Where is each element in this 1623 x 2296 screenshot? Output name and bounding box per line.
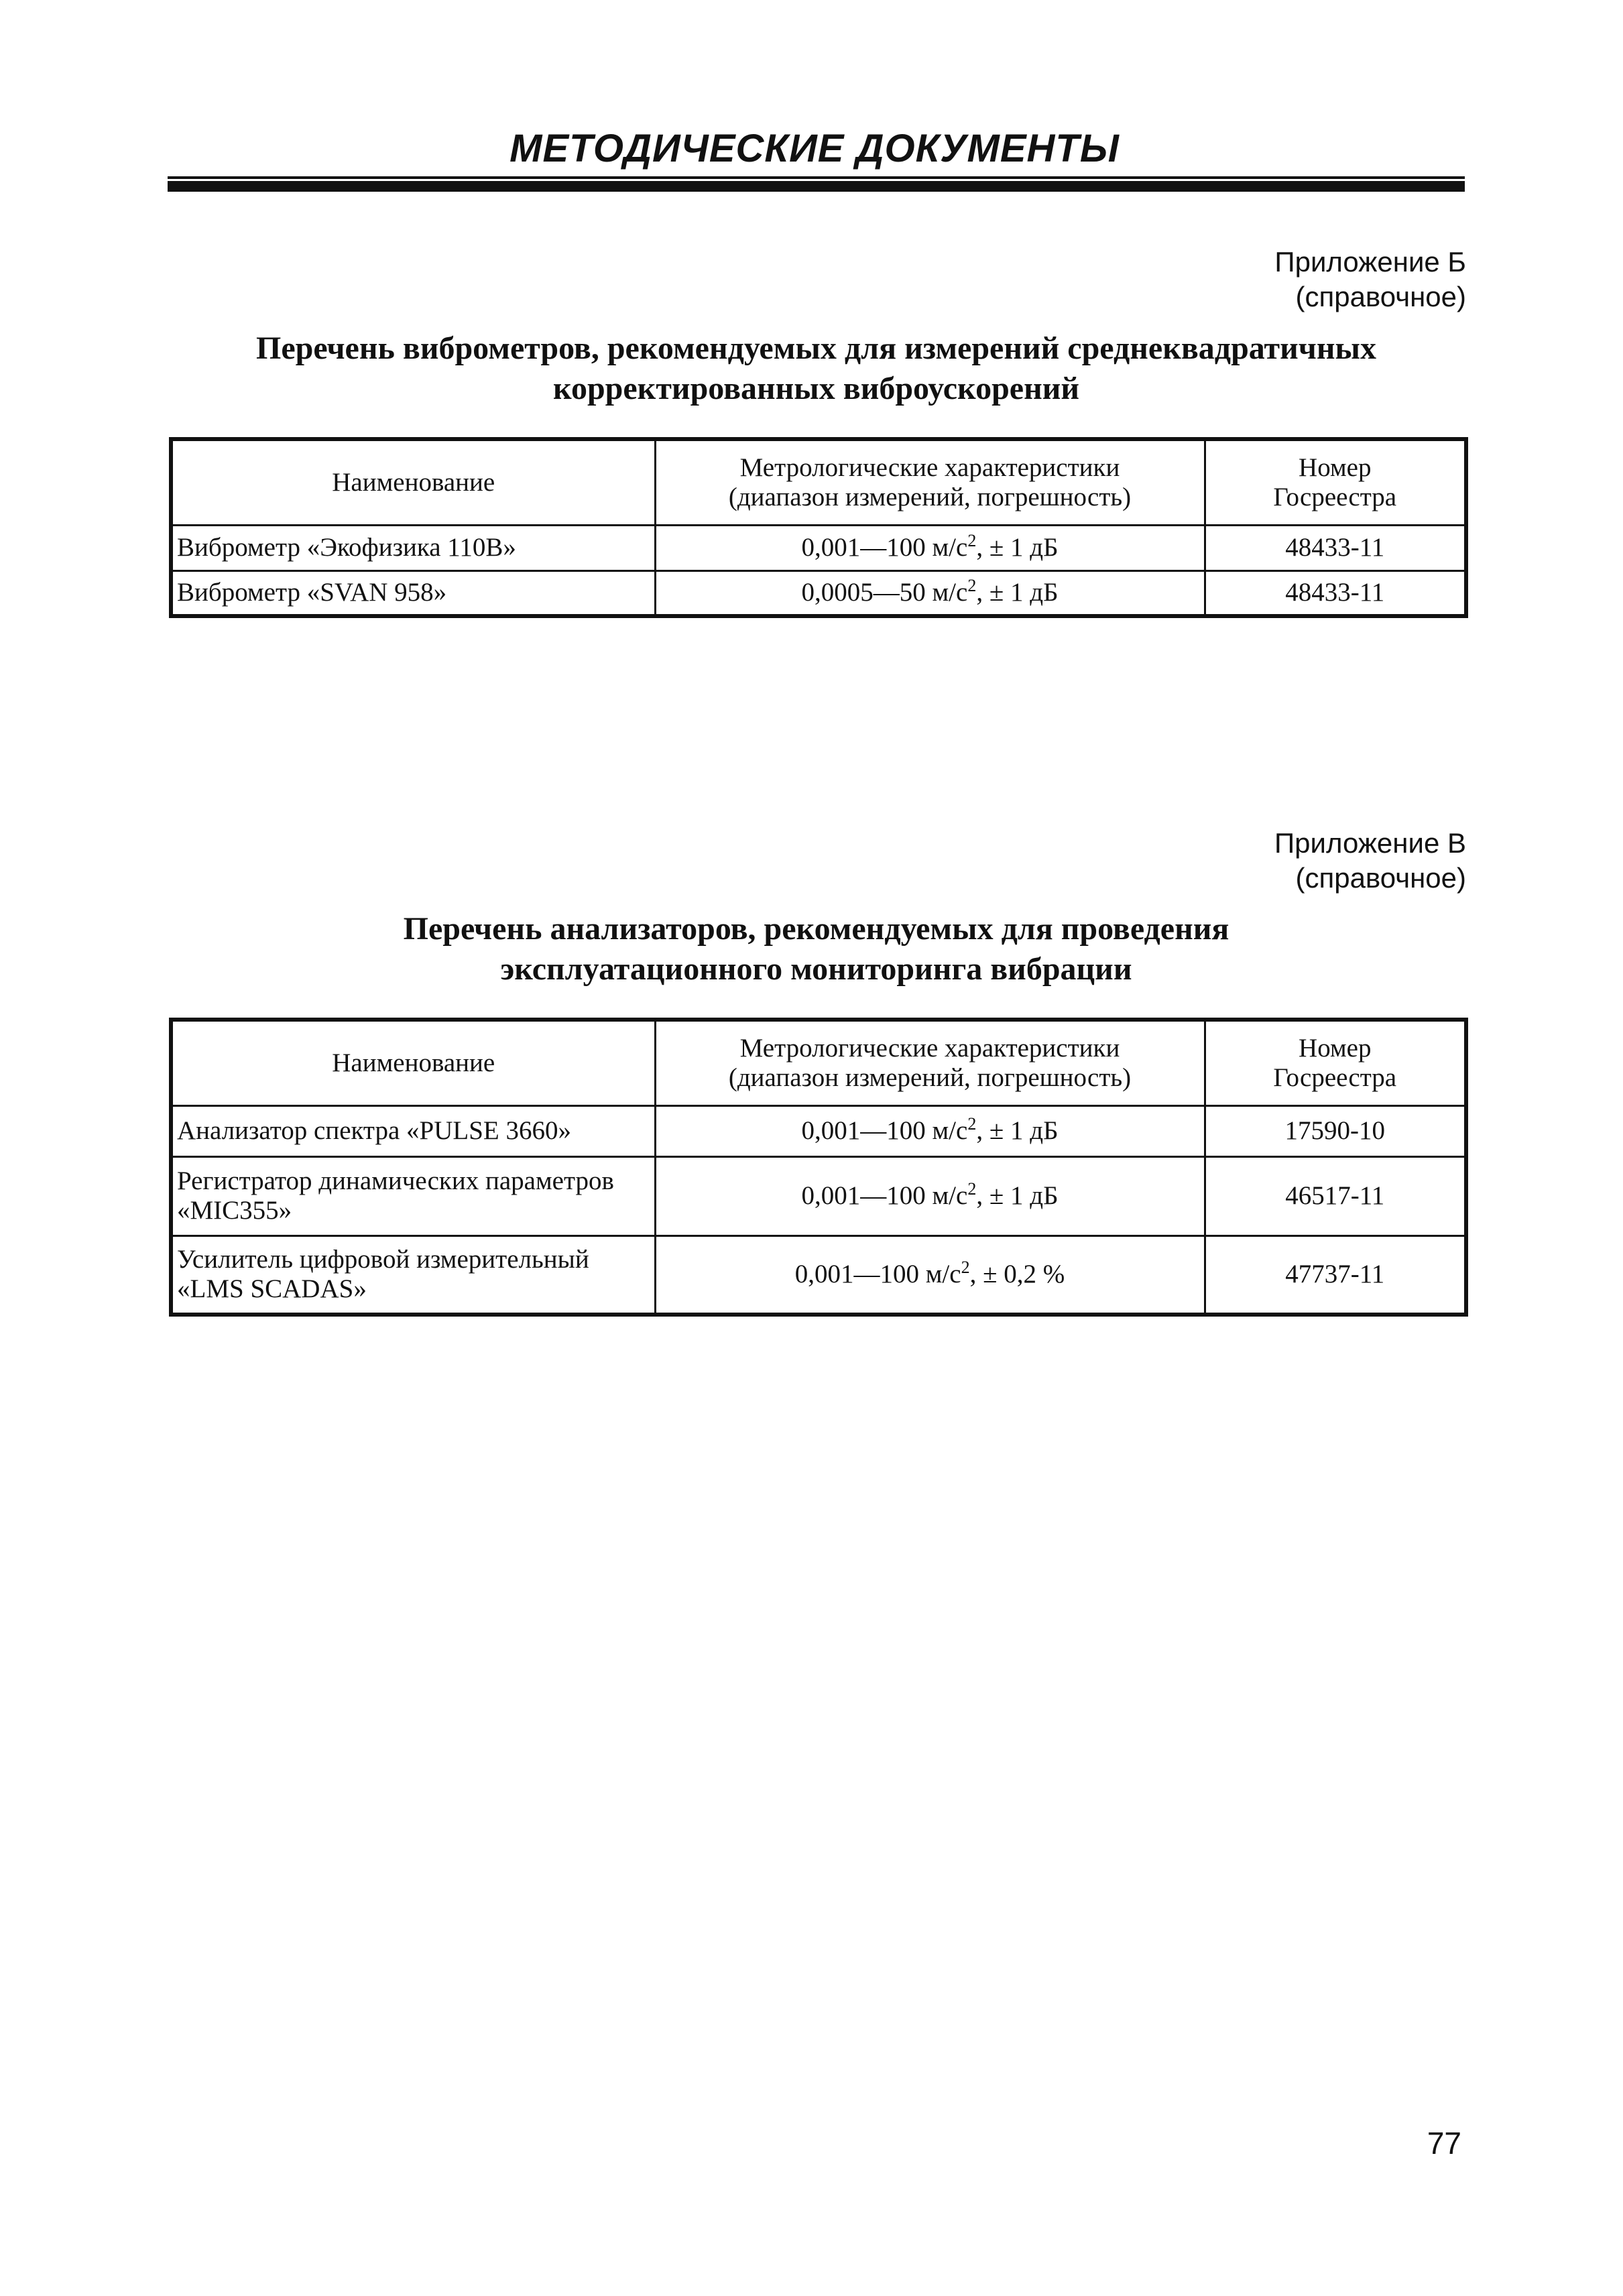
header-registry-line2: Госреестра [1273,1063,1397,1092]
metrology-exponent: 2 [967,576,977,596]
cell-name-line1: Анализатор спектра «PULSE 3660» [177,1116,571,1145]
appendix-v-title-line2: эксплуатационного мониторинга вибрации [500,951,1132,987]
metrology-error: , ± 1 дБ [976,533,1059,562]
cell-metrology [655,525,1205,570]
metrology-range: 0,001—100 м/с [794,1260,961,1289]
cell-name [171,1105,655,1156]
header-registry-line1: Номер [1299,1033,1372,1063]
cell-registry: 48433-11 [1205,525,1466,570]
cell-name [171,1156,655,1235]
cell-metrology [655,1235,1205,1315]
header-metrology [655,439,1205,525]
running-header-title: МЕТОДИЧЕСКИЕ ДОКУМЕНТЫ [509,127,1120,170]
header-registry [1205,439,1466,525]
cell-name-line2: «MIC355» [177,1196,292,1225]
table-row [171,525,1466,570]
metrology-exponent: 2 [967,531,977,550]
table-header-row [171,1020,1466,1105]
cell-name: Виброметр «Экофизика 110В» [171,525,655,570]
header-metrology-line1: Метрологические характеристики [739,1033,1120,1063]
metrology-range: 0,0005—50 м/с [801,578,968,607]
header-metrology-line2: (диапазон измерений, погрешность) [728,482,1132,511]
header-name: Наименование [171,439,655,525]
appendix-b-label-line1: Приложение Б [1274,246,1466,278]
metrology-exponent: 2 [961,1258,970,1278]
cell-name-line1: Усилитель цифровой измерительный [177,1245,589,1274]
cell-metrology [655,1156,1205,1235]
cell-name [171,1235,655,1315]
table-row [171,1156,1466,1235]
cell-name-line2: «LMS SCADAS» [177,1274,367,1304]
cell-registry: 47737-11 [1205,1235,1466,1315]
cell-registry: 17590-10 [1205,1105,1466,1156]
metrology-range: 0,001—100 м/с [801,1116,968,1145]
table-header-row [171,439,1466,525]
appendix-b-label-line2: (справочное) [1295,281,1466,312]
appendix-v-title [168,909,1465,989]
page-number: 77 [1427,2126,1461,2161]
header-registry-line1: Номер [1299,452,1372,482]
appendix-b-title [168,328,1465,409]
cell-registry: 46517-11 [1205,1156,1466,1235]
appendix-v-label [997,826,1466,896]
table-row [171,1105,1466,1156]
appendix-b-label [997,245,1466,314]
metrology-exponent: 2 [967,1179,977,1199]
header-rule-thick [168,181,1465,192]
appendix-b-title-line1: Перечень виброметров, рекомендуемых для измерений среднеквадратичных [256,330,1376,366]
metrology-error: , ± 1 дБ [976,1116,1059,1145]
header-name: Наименование [171,1020,655,1105]
appendix-v-title-line1: Перечень анализаторов, рекомендуемых для проведения [403,911,1229,947]
header-metrology-line1: Метрологические характеристики [739,452,1120,482]
header-metrology [655,1020,1205,1105]
table-row [171,1235,1466,1315]
table-row [171,570,1466,616]
cell-name: Виброметр «SVAN 958» [171,570,655,616]
metrology-range: 0,001—100 м/с [801,533,968,562]
cell-metrology [655,1105,1205,1156]
header-metrology-line2: (диапазон измерений, погрешность) [728,1063,1132,1092]
header-registry [1205,1020,1466,1105]
cell-registry: 48433-11 [1205,570,1466,616]
analyzers-table [169,1018,1468,1317]
metrology-range: 0,001—100 м/с [801,1181,968,1210]
metrology-exponent: 2 [967,1114,977,1134]
header-rule-thin [168,176,1465,179]
appendix-v-label-line2: (справочное) [1295,862,1466,894]
appendix-b-title-line2: корректированных виброускорений [552,371,1080,406]
header-registry-line2: Госреестра [1273,482,1397,511]
appendix-v-label-line1: Приложение В [1274,827,1466,859]
metrology-error: , ± 1 дБ [976,1181,1059,1210]
vibrometers-table [169,437,1468,618]
cell-metrology [655,570,1205,616]
metrology-error: , ± 0,2 % [969,1260,1065,1289]
metrology-error: , ± 1 дБ [976,578,1059,607]
cell-name-line1: Регистратор динамических параметров [177,1166,614,1195]
